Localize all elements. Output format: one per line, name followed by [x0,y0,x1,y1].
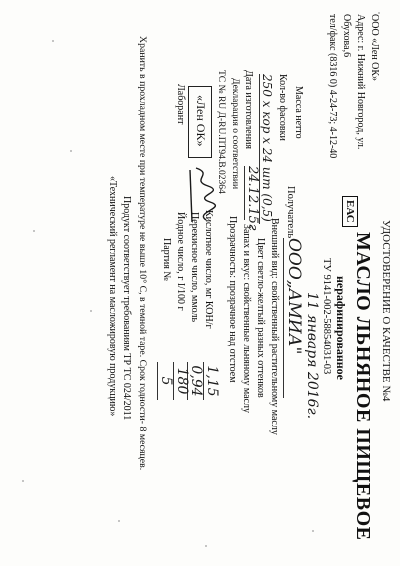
peroxide-number-label: Перекисное число, ммоль [189,212,200,323]
storage-note: Хранить в прохладном месте при температуре не выше 10° С, в темной таре. Срок годности- 8 месяцев. [137,36,148,471]
manufacturer-company: ООО «Лен ОК» [369,14,380,82]
iodine-number-value: 180 [173,362,190,400]
eac-mark: ЕАС [342,196,358,227]
production-date-value: 24.12.15г [245,166,260,231]
stamp-text: «Лен ОК» [194,95,208,147]
company-stamp [188,86,212,158]
product-name: МАСЛО ЛЬНЯНОЕ ПИЩЕВОЕ [352,232,374,541]
product-subtitle: нерафинированное [334,276,348,380]
certificate-date: 11 января 2016г. [304,292,320,420]
net-weight-label: Масса нетто [293,86,304,139]
description-color: Цвет светло-желтый разных оттенков [255,238,266,398]
production-date-label: Дата изготовления [243,70,254,150]
acid-number-label: Кислотное число, мг КОН/г [203,210,214,329]
manufacturer-address-street: Обухова,6 [341,14,352,58]
declaration-line-1: Декларация о соответствии [230,78,240,190]
tu-number: ТУ 9141-002-58854031-03 [321,258,332,375]
acid-number-value: 1,15 [203,362,220,400]
description-smell-taste: Запах и вкус: свойственные льняному маслу [241,224,252,413]
conformity-line-2: «Технический регламент на масложировую продукцию» [107,176,118,417]
peroxide-number-value: 0,94 [187,362,204,400]
recipient-label: Получатель [285,186,296,239]
manufacturer-phone: тел/факс (8316 0) 4-24-73; 4-12-40 [327,14,338,159]
packaging-count-label: Кол-во фасовки [277,74,288,141]
recipient-value: ООО„АМИА" [283,238,304,398]
certificate-title: УДОСТОВЕРЕНИЕ О КАЧЕСТВЕ №4 [380,220,392,402]
batch-value: 5 [157,362,174,400]
description-appearance: Внешний вид: свойственный растительному маслу [269,218,280,435]
batch-label: Партия № [161,238,172,281]
declaration-line-2: ТС № RU Д-RU.ПТ94.В.02364 [216,70,226,194]
packaging-count-value: 250 х кор х 24 шт (0,5) [259,74,274,224]
laborant-label: Лаборант [175,84,186,125]
conformity-line-1: Продукт соответствует требованиям ТР ТС 024/2011 [121,196,132,421]
manufacturer-address: Адрес: г. Нижний Новгород, ул. [355,14,366,150]
iodine-number-label: Йодное число, г I/100 г [175,212,186,311]
description-transparency: Прозрачность: прозрачное над отстоем [227,216,238,383]
